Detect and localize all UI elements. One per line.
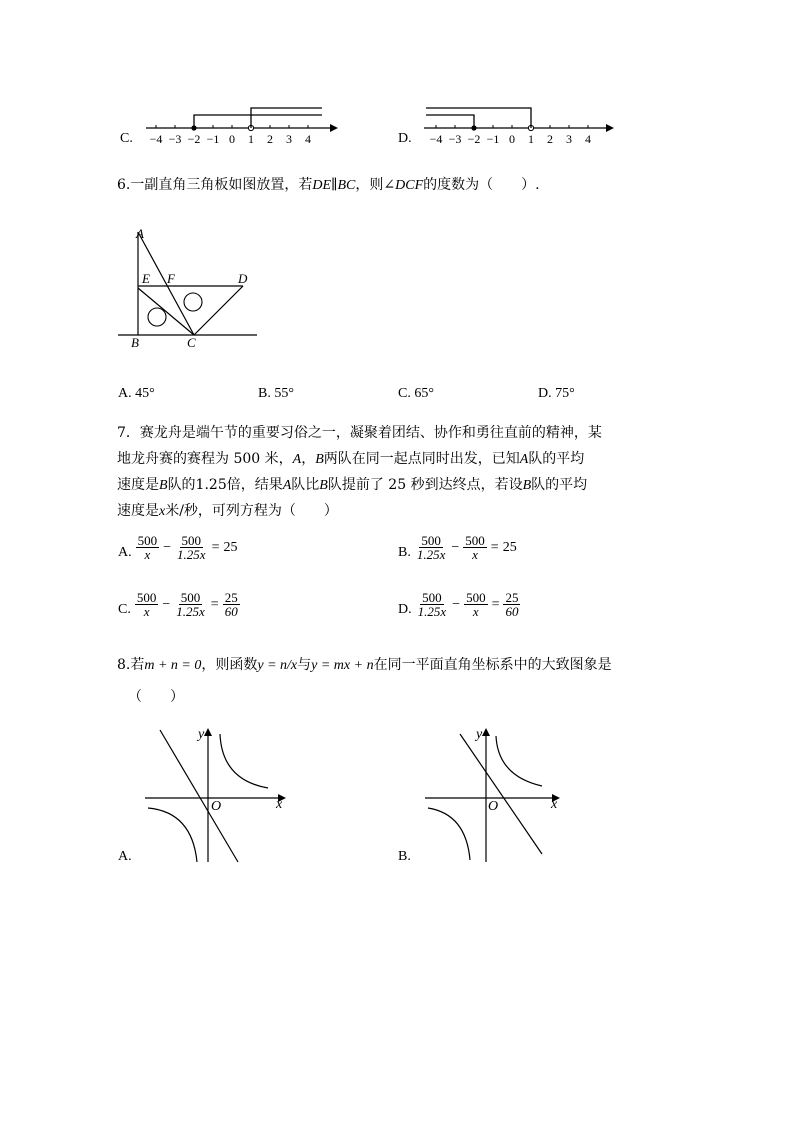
- q7-line-2: 地龙舟赛的赛程为 500 米，A，B两队在同一起点同时出发，已知A队的平均: [117, 451, 585, 467]
- tick-label: 3: [286, 132, 292, 146]
- point-a-label: A: [136, 226, 144, 241]
- point-d-label: D: [238, 271, 248, 286]
- tick-label: 2: [547, 132, 553, 146]
- q8-stem: 8.若m + n = 0，则函数y = n/x与y = mx + n在同一平面直角坐标系中的大致图象是: [117, 657, 612, 673]
- point-b-label: B: [131, 335, 139, 350]
- point-c-label: C: [187, 335, 196, 350]
- q6-text-a: 一副直角三角板如图放置，若: [130, 177, 313, 193]
- q6-option-d: D. 75°: [538, 386, 575, 401]
- q7-option-c: C. $\frac{500}{x}$ − $\frac{500}{1.25x}$ = $\frac{25}{60}$: [118, 590, 238, 619]
- y-axis-label: y: [198, 727, 205, 742]
- q7-line-4: 速度是x米/秒，可列方程为（ ）: [117, 503, 338, 519]
- tick-label: −4: [429, 132, 443, 146]
- q6-text-b: ，则: [355, 177, 384, 193]
- point-e-label: E: [142, 271, 150, 286]
- q8-answer-paren: （ ）: [128, 689, 184, 705]
- tick-label: 4: [585, 132, 591, 146]
- x-axis-label: x: [276, 797, 283, 812]
- point-f-label: F: [167, 271, 175, 286]
- q6-condition: DE∥BC: [312, 178, 356, 193]
- q7-line-1: 7．赛龙舟是端午节的重要习俗之一，凝聚着团结、协作和勇往直前的精神，某: [117, 425, 602, 441]
- tick-label: −4: [149, 132, 163, 146]
- q8-graph-a: [140, 722, 290, 867]
- tick-label: 3: [566, 132, 572, 146]
- q6-stem: [117, 172, 540, 199]
- tick-label: −2: [187, 132, 201, 146]
- origin-label: O: [211, 799, 222, 814]
- q6-angle: ∠DCF: [383, 178, 424, 193]
- tick-label: −1: [486, 132, 500, 146]
- tick-label: 4: [305, 132, 311, 146]
- q7-option-a: A. $\frac{500}{x}$ − $\frac{500}{1.25x}$ = 25: [118, 533, 238, 562]
- origin-label: O: [488, 799, 499, 814]
- y-axis-label: y: [476, 727, 483, 742]
- q7-option-d: D. $\frac{500}{1.25x}$ − $\frac{500}{x}$ = $\frac{25}{60}$: [398, 590, 519, 619]
- tick-label: −1: [206, 132, 220, 146]
- tick-label: 2: [267, 132, 273, 146]
- q7-line-3: 速度是B队的1.25倍，结果A队比B队提前了 25 秒到达终点，若设B队的平均: [117, 477, 588, 493]
- tick-label: −3: [448, 132, 462, 146]
- q6-text-c: 的度数为（ ）.: [423, 177, 540, 193]
- q5-number-line-c: [140, 98, 340, 150]
- tick-label: 1: [248, 132, 254, 146]
- tick-label: −3: [168, 132, 182, 146]
- q6-option-c: C. 65°: [398, 386, 434, 401]
- q6-option-b: B. 55°: [258, 386, 294, 401]
- x-axis-label: x: [551, 797, 558, 812]
- q8-graph-a-label: A.: [118, 849, 132, 864]
- tick-label: −2: [467, 132, 481, 146]
- tick-label: 0: [509, 132, 515, 146]
- q8-graph-b-label: B.: [398, 849, 411, 864]
- q5-option-c-label: C.: [120, 131, 133, 146]
- q8-graph-b: [420, 722, 570, 867]
- q7-option-b: B. $\frac{500}{1.25x}$ − $\frac{500}{x}$ = 25: [398, 533, 517, 562]
- tick-label: 1: [528, 132, 534, 146]
- q5-option-d-label: D.: [398, 131, 412, 146]
- q5-number-line-d: [420, 98, 616, 150]
- q6-option-a: A. 45°: [118, 386, 155, 401]
- tick-label: 0: [229, 132, 235, 146]
- q6-triangle-figure: [115, 222, 265, 352]
- q6-number: 6.: [117, 177, 131, 193]
